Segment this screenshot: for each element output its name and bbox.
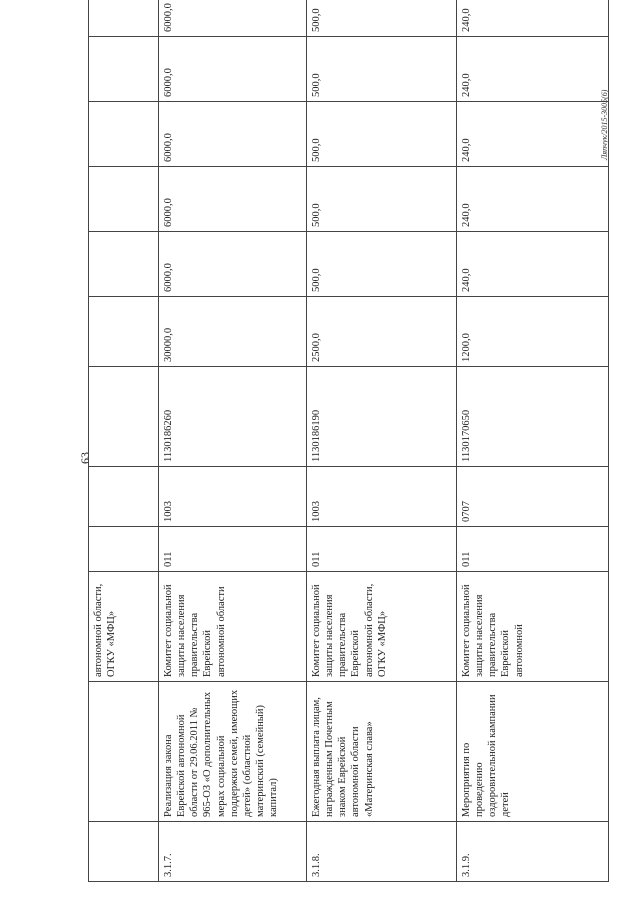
cell-y3: 240,0 bbox=[457, 102, 609, 167]
cell-y4 bbox=[89, 37, 159, 102]
cell-csr bbox=[89, 367, 159, 467]
cell-y1: 6000,0 bbox=[159, 232, 307, 297]
cell-total: 1200,0 bbox=[457, 297, 609, 367]
table-row bbox=[457, 0, 609, 882]
cell-total bbox=[89, 297, 159, 367]
cell-y4: 500,0 bbox=[307, 37, 457, 102]
table-row bbox=[89, 0, 159, 882]
cell-y4: 6000,0 bbox=[159, 37, 307, 102]
cell-name: Реализация закона Еврейской автономной области от 29.06.2011 № 965-ОЗ «О дополнительных мерах социальной поддержки семей, имеющих детей» (областной материнский (семейный) капитал) bbox=[159, 682, 307, 822]
cell-grbs: 011 bbox=[159, 527, 307, 572]
cell-executor: Комитет социальной защиты населения правительства Еврейской автономной bbox=[457, 572, 609, 682]
cell-rzpr: 1003 bbox=[159, 467, 307, 527]
budget-table-rotated bbox=[88, 3, 608, 882]
cell-y5: 240,0 bbox=[457, 0, 609, 37]
cell-rzpr bbox=[89, 467, 159, 527]
cell-y5: 500,0 bbox=[307, 0, 457, 37]
cell-executor: автономной области, ОГКУ «МФЦ» bbox=[89, 572, 159, 682]
cell-y1 bbox=[89, 232, 159, 297]
cell-y4: 240,0 bbox=[457, 37, 609, 102]
cell-name: Ежегодная выплата лицам, награжденным Почетным знаком Еврейской автономной области «Материнская слава» bbox=[307, 682, 457, 822]
cell-rzpr: 1003 bbox=[307, 467, 457, 527]
cell-name: Мероприятия по проведению оздоровительной кампании детей bbox=[457, 682, 609, 822]
cell-y5 bbox=[89, 0, 159, 37]
table-row bbox=[307, 0, 457, 882]
cell-num: 3.1.9. bbox=[457, 822, 609, 882]
cell-csr: 1130170650 bbox=[457, 367, 609, 467]
cell-y5: 6000,0 bbox=[159, 0, 307, 37]
cell-y2 bbox=[89, 167, 159, 232]
cell-y2: 240,0 bbox=[457, 167, 609, 232]
table-row bbox=[159, 0, 307, 882]
document-footer-id: Ляпчук/2015-3005(6) bbox=[600, 89, 609, 160]
cell-grbs bbox=[89, 527, 159, 572]
cell-y2: 6000,0 bbox=[159, 167, 307, 232]
cell-y2: 500,0 bbox=[307, 167, 457, 232]
cell-rzpr: 0707 bbox=[457, 467, 609, 527]
cell-y1: 240,0 bbox=[457, 232, 609, 297]
cell-total: 30000,0 bbox=[159, 297, 307, 367]
cell-y3: 6000,0 bbox=[159, 102, 307, 167]
cell-total: 2500,0 bbox=[307, 297, 457, 367]
budget-table bbox=[88, 0, 609, 882]
cell-y3 bbox=[89, 102, 159, 167]
cell-csr: 1130186260 bbox=[159, 367, 307, 467]
cell-grbs: 011 bbox=[307, 527, 457, 572]
cell-name bbox=[89, 682, 159, 822]
cell-grbs: 011 bbox=[457, 527, 609, 572]
cell-y1: 500,0 bbox=[307, 232, 457, 297]
cell-executor: Комитет социальной защиты населения правительства Еврейской автономной области bbox=[159, 572, 307, 682]
cell-num bbox=[89, 822, 159, 882]
cell-csr: 1130186190 bbox=[307, 367, 457, 467]
cell-executor: Комитет социальной защиты населения правительства Еврейской автономной области, ОГКУ «МФЦ» bbox=[307, 572, 457, 682]
cell-num: 3.1.8. bbox=[307, 822, 457, 882]
cell-y3: 500,0 bbox=[307, 102, 457, 167]
page-number: 63 bbox=[78, 452, 92, 464]
cell-num: 3.1.7. bbox=[159, 822, 307, 882]
